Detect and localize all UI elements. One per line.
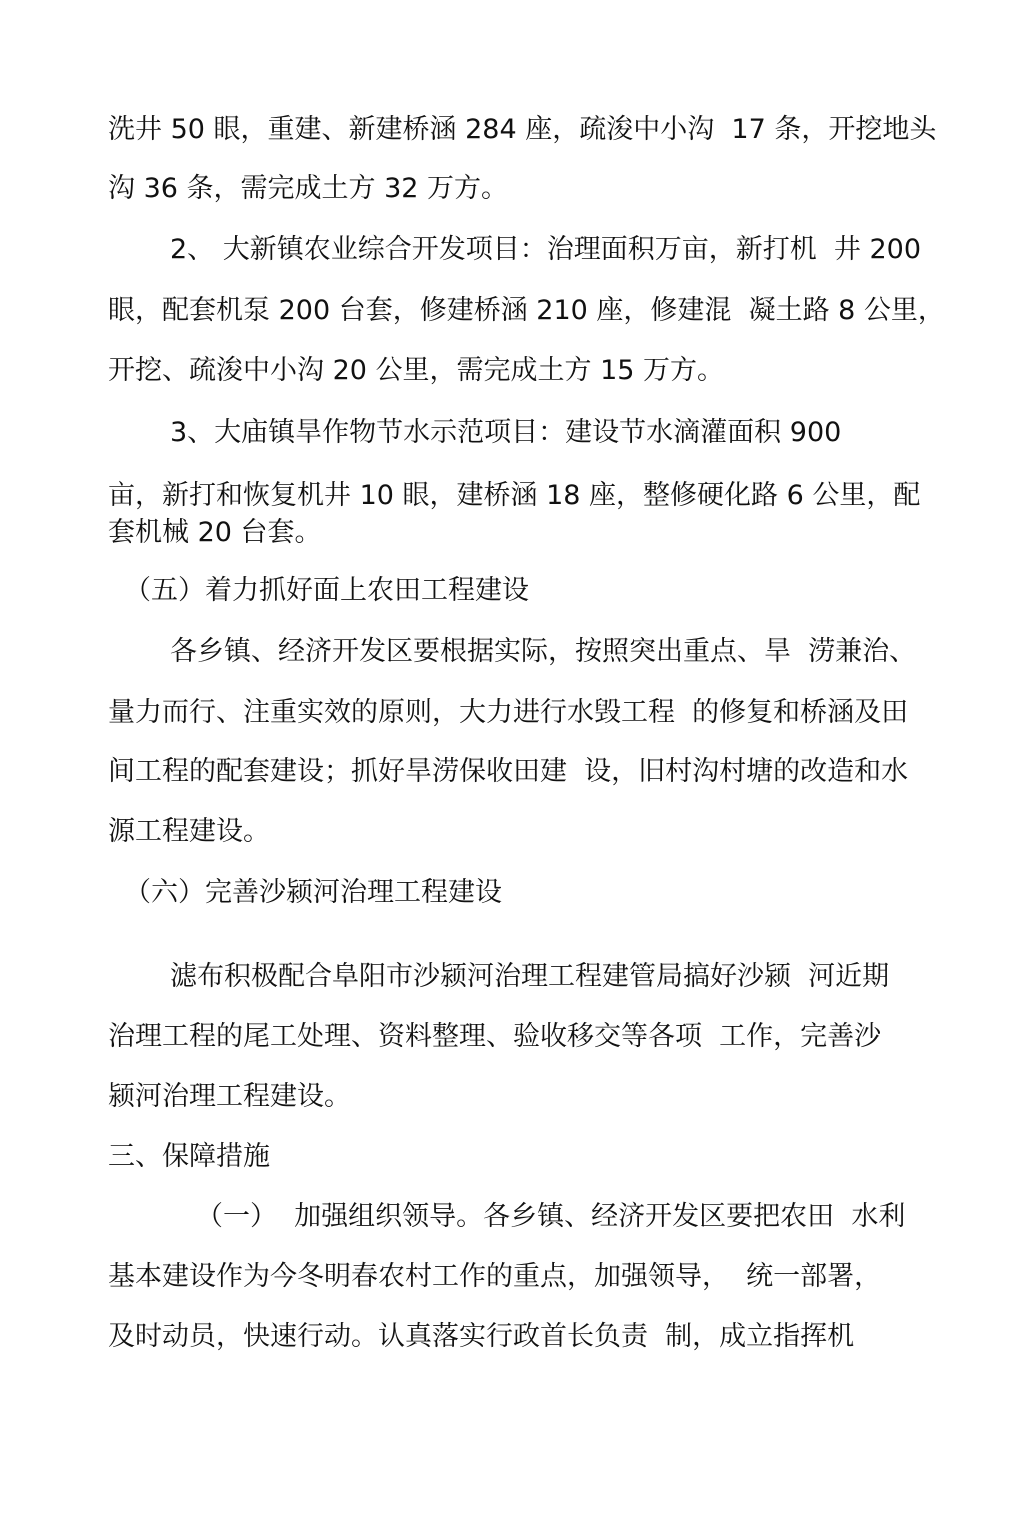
- text-line: 治理工程的尾工处理、资料整理、验收移交等各项 工作，完善沙: [108, 1021, 882, 1052]
- text-line: 及时动员，快速行动。认真落实行政首长负责 制，成立指挥机: [108, 1321, 855, 1352]
- section-heading: 三、保障措施: [108, 1141, 270, 1172]
- text-line: 洗井 50 眼，重建、新建桥涵 284 座，疏浚中小沟 17 条，开挖地头: [108, 114, 937, 145]
- text-line: 亩，新打和恢复机井 10 眼，建桥涵 18 座，整修硬化路 6 公里，配: [108, 480, 921, 511]
- text-line: 开挖、疏浚中小沟 20 公里，需完成土方 15 万方。: [108, 355, 725, 386]
- text-line: 各乡镇、经济开发区要根据实际，按照突出重点、旱 涝兼治、: [170, 636, 917, 667]
- section-heading: （五）着力抓好面上农田工程建设: [124, 575, 529, 606]
- section-heading: （六）完善沙颍河治理工程建设: [124, 877, 502, 908]
- text-line: 量力而行、注重实效的原则，大力进行水毁工程 的修复和桥涵及田: [108, 697, 909, 728]
- text-line: （一） 加强组织领导。各乡镇、经济开发区要把农田 水利: [196, 1201, 906, 1232]
- text-line: 间工程的配套建设；抓好旱涝保收田建 设，旧村沟村塘的改造和水: [108, 756, 909, 787]
- text-line: 沟 36 条，需完成土方 32 万方。: [108, 173, 509, 204]
- text-line: 3、大庙镇旱作物节水示范项目：建设节水滴灌面积 900: [170, 417, 842, 448]
- text-line: 颍河治理工程建设。: [108, 1081, 351, 1112]
- text-line: 眼，配套机泵 200 台套，修建桥涵 210 座，修建混 凝土路 8 公里，: [108, 295, 945, 326]
- text-line: 基本建设作为今冬明春农村工作的重点，加强领导， 统一部署，: [108, 1261, 882, 1292]
- text-line: 源工程建设。: [108, 816, 270, 847]
- text-line: 套机械 20 台套。: [108, 517, 322, 548]
- text-line: 2、 大新镇农业综合开发项目：治理面积万亩，新打机 井 200: [170, 234, 922, 265]
- text-line: 滤布积极配合阜阳市沙颍河治理工程建管局搞好沙颍 河近期: [170, 961, 890, 992]
